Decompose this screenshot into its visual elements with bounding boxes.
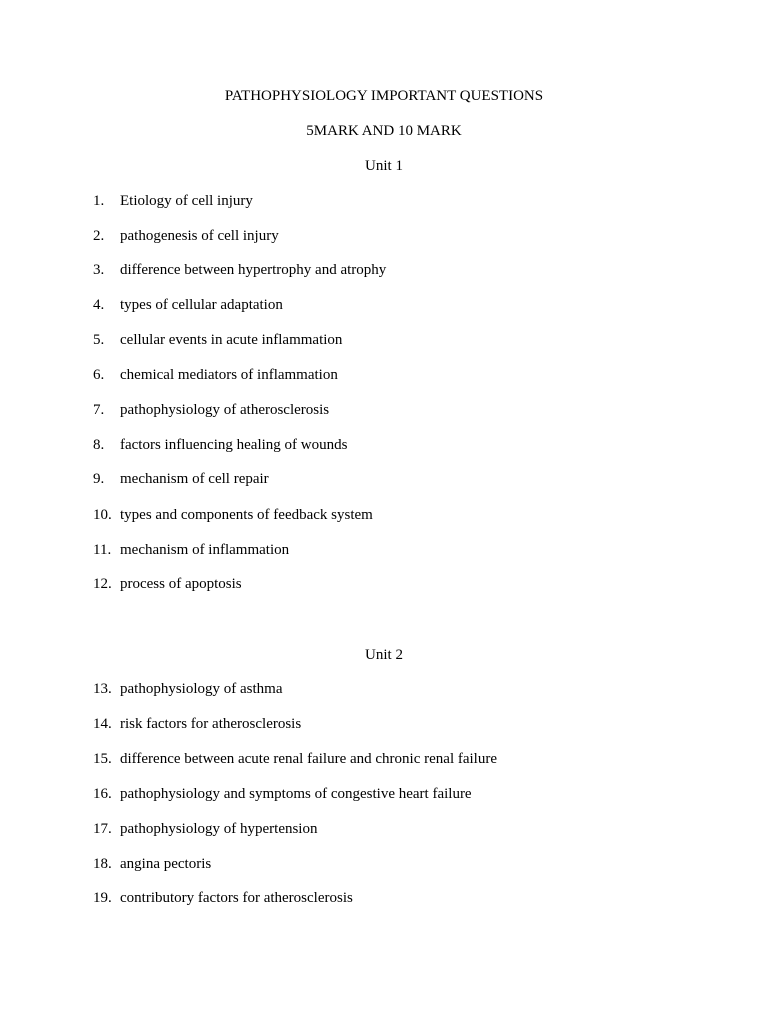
list-item-text: pathophysiology of asthma xyxy=(120,681,283,697)
list-item-number: 3. xyxy=(93,262,105,278)
list-item-number: 10. xyxy=(93,507,112,523)
list-item-number: 7. xyxy=(93,402,105,418)
list-item-text: mechanism of inflammation xyxy=(120,542,290,558)
list-item-text: types and components of feedback system xyxy=(120,507,373,523)
list-item-number: 19. xyxy=(93,890,112,906)
list-item-number: 14. xyxy=(93,716,112,732)
list-item-text: pathophysiology of atherosclerosis xyxy=(120,402,330,418)
list-item-text: factors influencing healing of wounds xyxy=(120,437,348,453)
list-item-number: 11. xyxy=(93,542,112,558)
list-item-text: contributory factors for atherosclerosis xyxy=(120,890,353,906)
list-item-number: 4. xyxy=(93,297,105,313)
unit-heading: Unit 2 xyxy=(365,647,403,663)
list-item-text: mechanism of cell repair xyxy=(120,471,269,487)
list-item-number: 8. xyxy=(93,437,105,453)
list-item-text: process of apoptosis xyxy=(120,576,242,592)
list-item-number: 15. xyxy=(93,751,112,767)
list-item-text: types of cellular adaptation xyxy=(120,297,283,313)
list-item-number: 5. xyxy=(93,332,105,348)
document-title: PATHOPHYSIOLOGY IMPORTANT QUESTIONS xyxy=(224,88,544,104)
list-item-number: 17. xyxy=(93,821,112,837)
list-item-text: difference between acute renal failure and chronic renal failure xyxy=(120,751,497,767)
list-item-text: pathogenesis of cell injury xyxy=(120,228,279,244)
list-item-text: difference between hypertrophy and atrophy xyxy=(120,262,387,278)
list-item-text: chemical mediators of inflammation xyxy=(120,367,338,383)
list-item-number: 16. xyxy=(93,786,112,802)
list-item-text: angina pectoris xyxy=(120,856,212,872)
list-item-text: pathophysiology of hypertension xyxy=(120,821,318,837)
list-item-number: 9. xyxy=(93,471,105,487)
list-item-number: 12. xyxy=(93,576,112,592)
list-item-number: 13. xyxy=(93,681,112,697)
list-item-text: pathophysiology and symptoms of congestive heart failure xyxy=(120,786,472,802)
list-item-number: 1. xyxy=(93,193,105,209)
document-subtitle: 5MARK AND 10 MARK xyxy=(306,123,462,139)
list-item-number: 2. xyxy=(93,228,105,244)
list-item-text: Etiology of cell injury xyxy=(120,193,253,209)
list-item-text: cellular events in acute inflammation xyxy=(120,332,343,348)
list-item-text: risk factors for atherosclerosis xyxy=(120,716,302,732)
list-item-number: 6. xyxy=(93,367,105,383)
list-item-number: 18. xyxy=(93,856,112,872)
unit-heading: Unit 1 xyxy=(365,158,403,174)
